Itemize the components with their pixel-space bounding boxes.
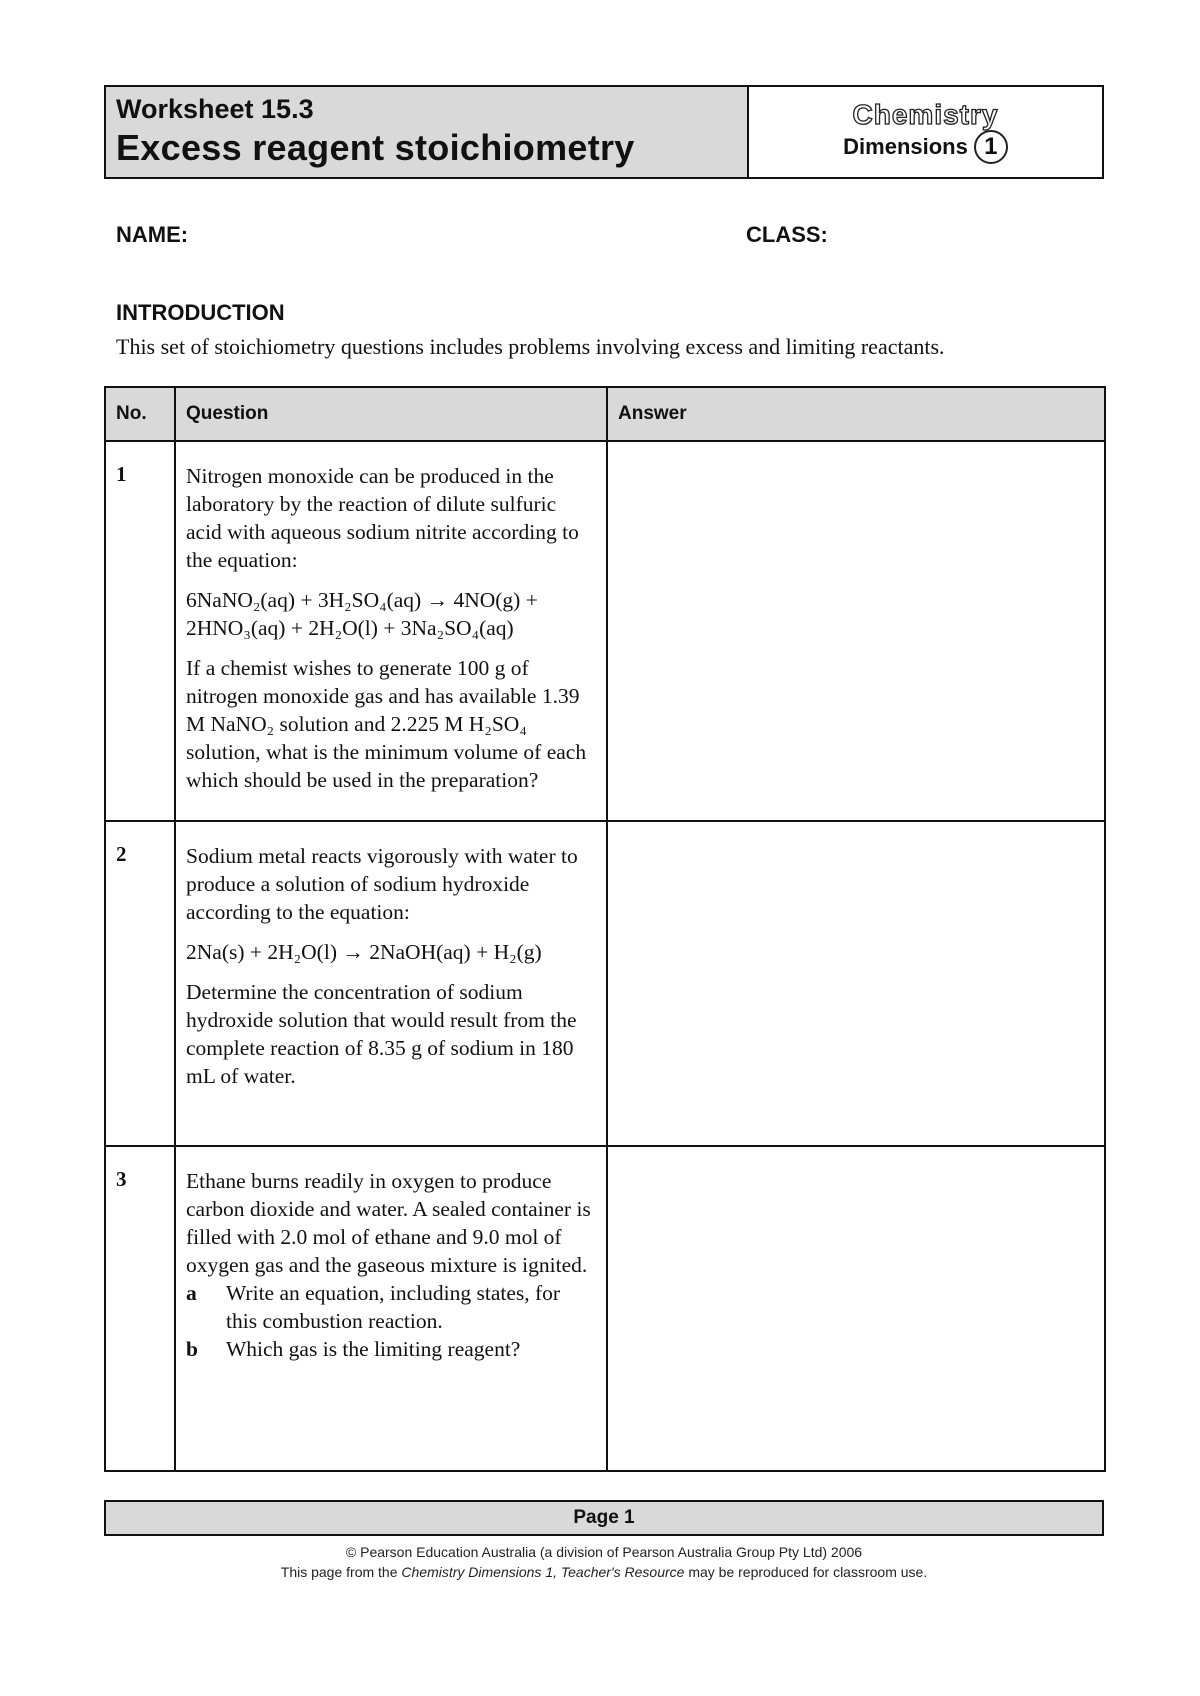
answer-cell[interactable]	[607, 1146, 1105, 1471]
brand-number-badge: 1	[974, 130, 1008, 164]
header-title-block	[106, 87, 749, 177]
sub-question-a	[186, 1279, 594, 1335]
brand-chemistry-text: Chemistry	[852, 99, 999, 130]
sub-question-letter: b	[186, 1337, 198, 1361]
class-label: CLASS:	[746, 222, 828, 247]
worksheet-number: Worksheet 15.3	[116, 94, 314, 124]
question-cell	[175, 1146, 607, 1471]
question-text: Nitrogen monoxide can be produced in the laboratory by the reaction of dilute sulfuric acid with aqueous sodium nitrite according to the equation:	[186, 464, 579, 572]
answer-cell[interactable]	[607, 441, 1105, 821]
table-row	[105, 441, 1105, 821]
copyright-text: © Pearson Education Australia (a division of Pearson Australia Group Pty Ltd) 2006	[345, 1544, 863, 1560]
question-text: Ethane burns readily in oxygen to produce carbon dioxide and water. A sealed container is filled with 2.0 mol of ethane and 9.0 mol of oxygen gas and the gaseous mixture is ignited.	[186, 1169, 591, 1277]
answer-cell[interactable]	[607, 821, 1105, 1146]
question-equation: 6NaNO₂(aq) + 3H₂SO₄(aq) → 4NO(g) + 2HNO₃(aq) + 2H₂O(l) + 3Na₂SO₄(aq)	[186, 588, 538, 640]
brand-dimensions-row	[843, 130, 1008, 164]
sub-question-text: Write an equation, including states, for this combustion reaction.	[226, 1281, 561, 1333]
question-text: Sodium metal reacts vigorously with water to produce a solution of sodium hydroxide according to the equation:	[186, 844, 578, 924]
question-number: 2	[105, 821, 175, 1146]
worksheet-header	[104, 85, 1104, 179]
brand-logo	[749, 87, 1102, 177]
reproduction-prefix: This page from the	[280, 1564, 402, 1580]
question-text: Determine the concentration of sodium hydroxide solution that would result from the complete reaction of 8.35 g of sodium in 180 mL of water.	[186, 980, 577, 1088]
table-row	[105, 821, 1105, 1146]
introduction-text: This set of stoichiometry questions includes problems involving excess and limiting reactants.	[116, 334, 945, 359]
header-question: Question	[175, 387, 607, 441]
header-no: No.	[105, 387, 175, 441]
page-number-bar: Page 1	[104, 1500, 1104, 1536]
name-label: NAME:	[116, 222, 189, 247]
worksheet-title: Excess reagent stoichiometry	[116, 127, 635, 168]
reproduction-text	[104, 1562, 1104, 1582]
footer-note	[104, 1542, 1104, 1582]
question-number: 1	[105, 441, 175, 821]
question-number: 3	[105, 1146, 175, 1471]
question-cell	[175, 821, 607, 1146]
table-header-row	[105, 387, 1105, 441]
sub-question-text: Which gas is the limiting reagent?	[226, 1337, 521, 1361]
table-row	[105, 1146, 1105, 1471]
sub-question-letter: a	[186, 1281, 197, 1305]
introduction-heading: INTRODUCTION	[116, 300, 285, 325]
brand-dimensions-text: Dimensions	[843, 134, 968, 159]
question-table	[104, 386, 1106, 1472]
sub-question-b	[186, 1335, 594, 1363]
question-cell	[175, 441, 607, 821]
reproduction-suffix: may be reproduced for classroom use.	[684, 1564, 928, 1580]
question-equation: 2Na(s) + 2H₂O(l) → 2NaOH(aq) + H₂(g)	[186, 940, 542, 964]
question-text: If a chemist wishes to generate 100 g of nitrogen monoxide gas and has available 1.39 M NaNO₂ solution and 2.225 M H₂SO₄ solution, what is the minimum volume of each which should be used in the preparation?	[186, 656, 587, 792]
header-answer: Answer	[607, 387, 1105, 441]
reproduction-title: Chemistry Dimensions 1, Teacher's Resource	[401, 1564, 685, 1580]
